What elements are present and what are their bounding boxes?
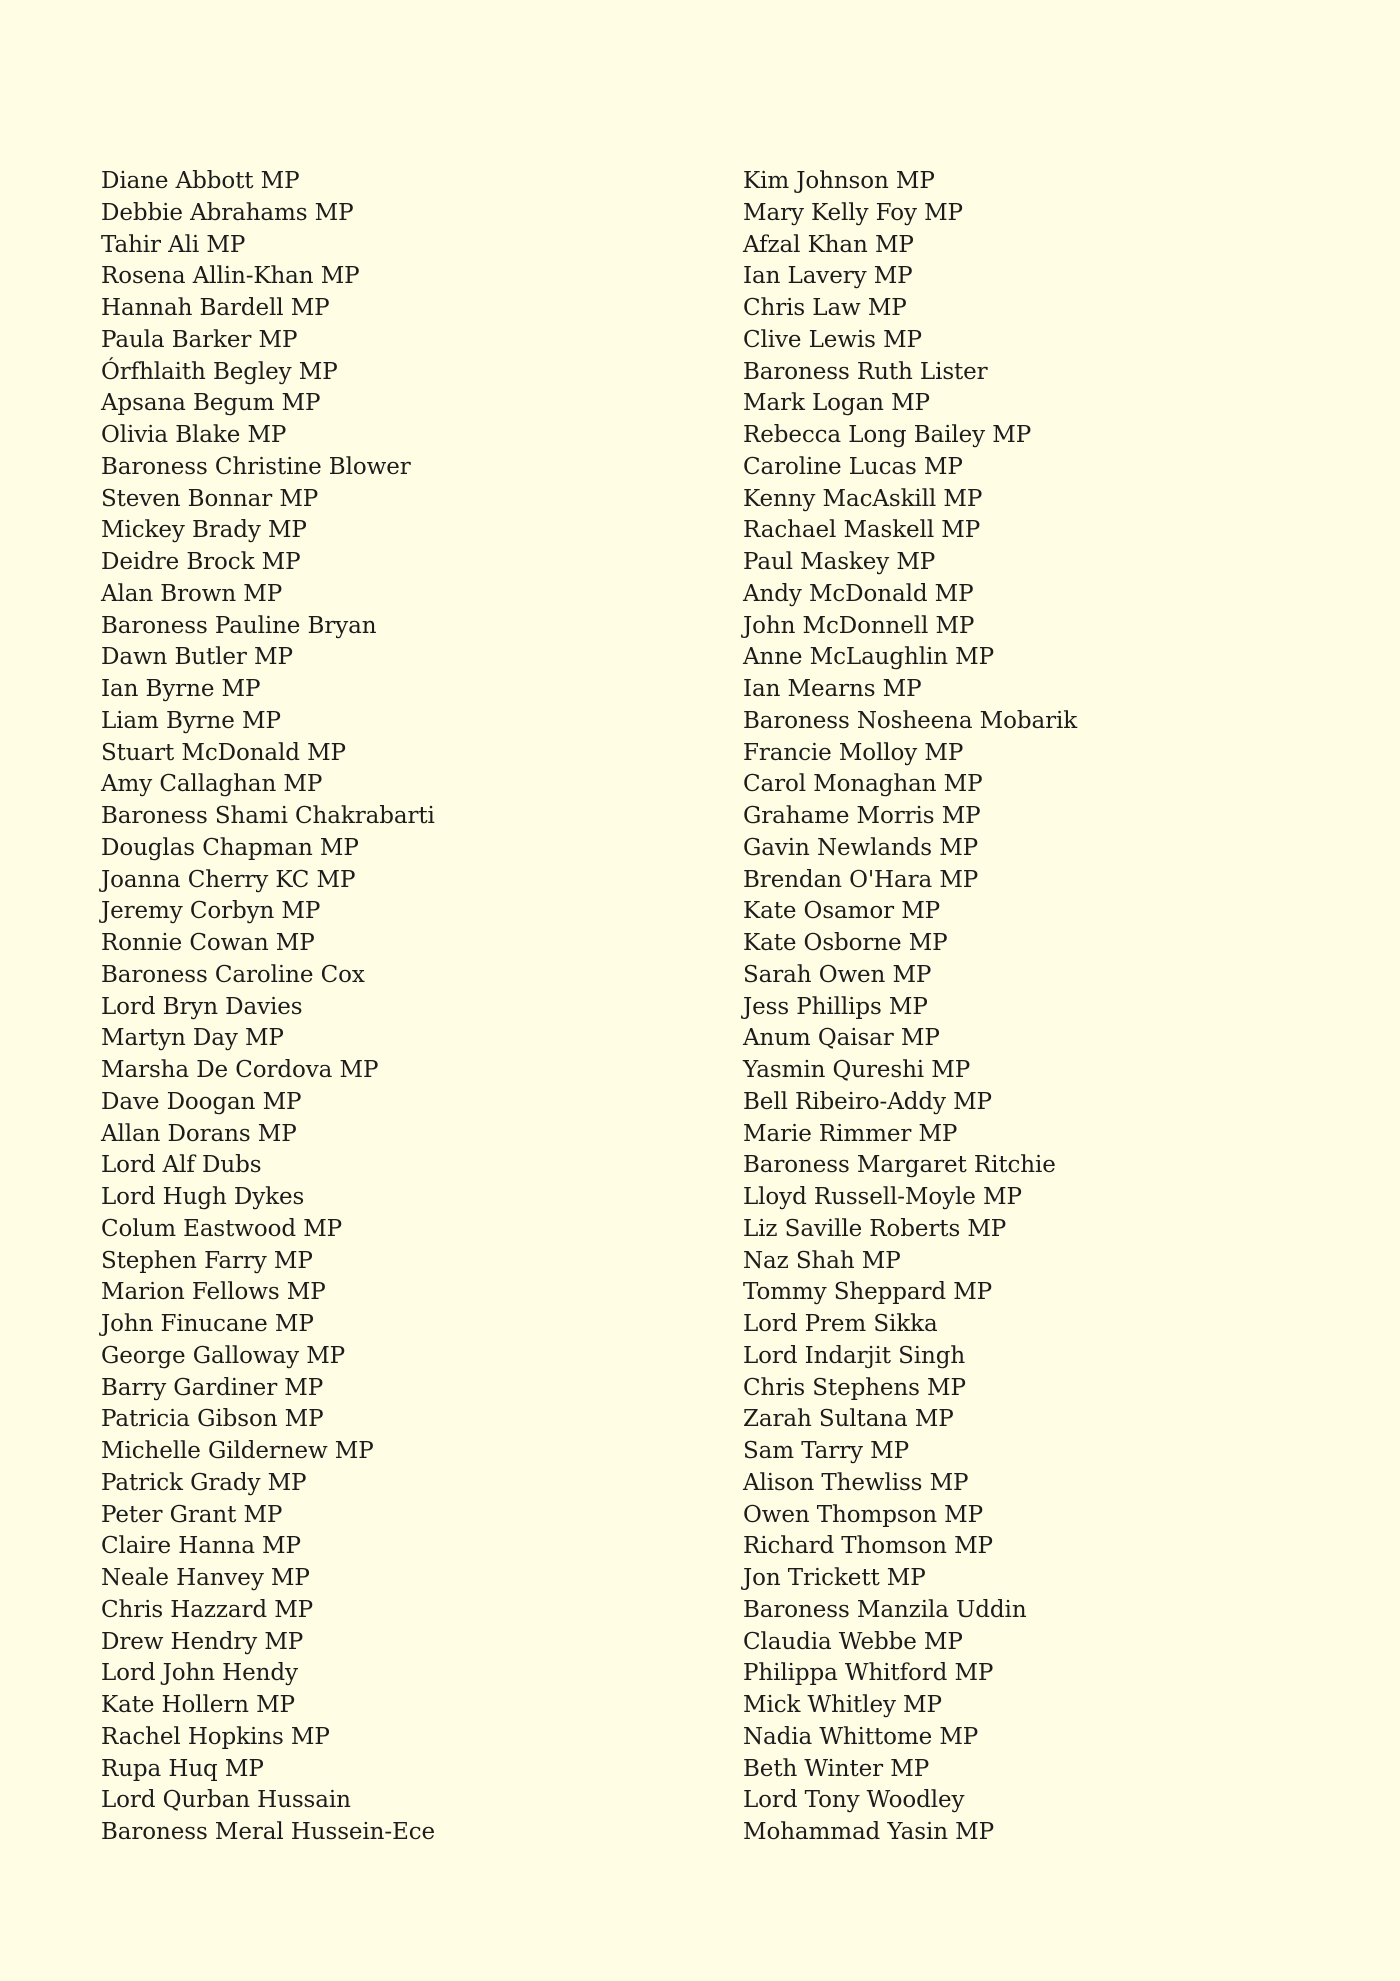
signatory-name: Rachel Hopkins MP (101, 1723, 330, 1750)
signatory-name: Clive Lewis MP (743, 326, 922, 353)
signatory-name: George Galloway MP (101, 1342, 346, 1369)
signatory-name: Afzal Khan MP (743, 231, 914, 258)
signatory-name: Kate Osamor MP (743, 898, 941, 925)
signatory-name: Diane Abbott MP (101, 168, 300, 194)
signatory-name: Patrick Grady MP (101, 1469, 307, 1496)
signatory-name: Paul Maskey MP (743, 549, 936, 575)
signatory-name: Ronnie Cowan MP (101, 930, 315, 956)
signatory-name: Allan Dorans MP (101, 1120, 297, 1147)
signatory-name: Rachael Maskell MP (743, 517, 981, 544)
signatory-name: Liam Byrne MP (101, 707, 281, 734)
signatory-name: Rosena Allin-Khan MP (101, 263, 360, 290)
signatory-name: Anne McLaughlin MP (743, 644, 994, 671)
signatory-name: Lord Prem Sikka (743, 1311, 938, 1337)
signatory-name: Baroness Christine Blower (101, 453, 411, 480)
signatory-name: Dave Doogan MP (101, 1088, 302, 1115)
signatory-name: Marie Rimmer MP (743, 1120, 958, 1147)
signatory-name: Mohammad Yasin MP (743, 1819, 995, 1845)
signatory-name: Baroness Manzila Uddin (743, 1596, 1027, 1623)
signatory-name: Baroness Ruth Lister (743, 358, 988, 385)
signatory-name: Ian Lavery MP (743, 263, 913, 290)
signatory-name: Rupa Huq MP (101, 1755, 264, 1782)
signatory-name: Tahir Ali MP (101, 231, 246, 258)
signatory-name: Ian Byrne MP (101, 676, 261, 702)
signatory-name: Órfhlaith Begley MP (101, 358, 338, 385)
signatory-name: Chris Law MP (743, 295, 907, 321)
signatory-name: Joanna Cherry KC MP (101, 866, 356, 893)
signatory-name: Baroness Pauline Bryan (101, 612, 377, 639)
signatory-name: Patricia Gibson MP (101, 1406, 324, 1433)
signatory-name: Ian Mearns MP (743, 676, 922, 702)
signatory-name: Lloyd Russell-Moyle MP (743, 1184, 1022, 1210)
signatory-name: Zarah Sultana MP (743, 1406, 954, 1433)
signatory-name: Kenny MacAskill MP (743, 485, 983, 512)
signatory-name: Francie Molloy MP (743, 739, 964, 766)
signatory-name: Lord Hugh Dykes (101, 1184, 305, 1210)
signatory-name: Andy McDonald MP (743, 580, 974, 607)
signatory-name: Lord John Hendy (101, 1660, 298, 1687)
signatory-name: John Finucane MP (101, 1311, 314, 1337)
signatory-name: Gavin Newlands MP (743, 834, 979, 861)
signatory-name: Hannah Bardell MP (101, 295, 330, 321)
signatory-name: Deidre Brock MP (101, 549, 301, 575)
signatory-name: Dawn Butler MP (101, 644, 293, 671)
signatory-name: Baroness Nosheena Mobarik (743, 707, 1078, 734)
signatory-name: Yasmin Qureshi MP (743, 1057, 971, 1083)
signatory-name: Jon Trickett MP (743, 1565, 926, 1591)
signatory-name: Mark Logan MP (743, 390, 930, 417)
signatory-name: Bell Ribeiro-Addy MP (743, 1088, 992, 1115)
signatory-name: Tommy Sheppard MP (743, 1279, 993, 1306)
signatory-name: Brendan O'Hara MP (743, 866, 979, 893)
signatory-name: Baroness Caroline Cox (101, 961, 365, 988)
signatory-name: Sam Tarry MP (743, 1438, 909, 1464)
signatory-name: Beth Winter MP (743, 1755, 930, 1782)
signatory-name: Lord Indarjit Singh (743, 1342, 966, 1369)
signatory-name: Kim Johnson MP (743, 168, 935, 194)
signatory-list-right (743, 166, 1343, 1849)
signatory-name: Marsha De Cordova MP (101, 1057, 379, 1083)
signatory-name: Owen Thompson MP (743, 1501, 984, 1528)
signatory-name: Claudia Webbe MP (743, 1628, 963, 1655)
signatory-name: Barry Gardiner MP (101, 1374, 324, 1401)
signatory-name: Anum Qaisar MP (743, 1025, 940, 1052)
signatory-name: Debbie Abrahams MP (101, 199, 354, 226)
signatory-name: Kate Hollern MP (101, 1692, 295, 1718)
signatory-name: Lord Bryn Davies (101, 993, 303, 1020)
signatory-name: Colum Eastwood MP (101, 1215, 343, 1242)
signatory-list-left (101, 166, 661, 1849)
signatory-name: Liz Saville Roberts MP (743, 1215, 1007, 1242)
signatory-name: Stephen Farry MP (101, 1247, 313, 1274)
signatory-name: Paula Barker MP (101, 326, 298, 353)
signatory-name: Chris Stephens MP (743, 1374, 966, 1401)
signatory-name: Peter Grant MP (101, 1501, 283, 1528)
signatory-name: Kate Osborne MP (743, 930, 948, 956)
signatory-name: Caroline Lucas MP (743, 453, 963, 480)
signatory-name: Lord Tony Woodley (743, 1787, 965, 1814)
signatory-name: Steven Bonnar MP (101, 485, 319, 512)
signatory-name: Claire Hanna MP (101, 1533, 301, 1560)
signatory-name: Stuart McDonald MP (101, 739, 346, 766)
signatory-name: Sarah Owen MP (743, 961, 932, 988)
signatory-name: Mary Kelly Foy MP (743, 199, 963, 226)
signatory-name: Nadia Whittome MP (743, 1723, 979, 1750)
signatory-name: Grahame Morris MP (743, 803, 981, 829)
signatory-name: Marion Fellows MP (101, 1279, 326, 1306)
signatory-name: Jeremy Corbyn MP (101, 898, 321, 925)
signatory-name: Lord Alf Dubs (101, 1152, 262, 1179)
signatory-name: Naz Shah MP (743, 1247, 901, 1274)
signatory-name: Baroness Margaret Ritchie (743, 1152, 1056, 1179)
signatory-name: Carol Monaghan MP (743, 771, 983, 798)
signatory-name: Mick Whitley MP (743, 1692, 942, 1718)
signatory-name: Apsana Begum MP (101, 390, 321, 417)
signatory-name: Lord Qurban Hussain (101, 1787, 351, 1814)
signatory-name: Michelle Gildernew MP (101, 1438, 374, 1464)
signatory-name: Olivia Blake MP (101, 422, 287, 448)
signatory-name: Baroness Meral Hussein-Ece (101, 1819, 436, 1845)
signatory-name: Philippa Whitford MP (743, 1660, 994, 1687)
signatory-name: Baroness Shami Chakrabarti (101, 803, 435, 829)
signatory-name: Chris Hazzard MP (101, 1596, 314, 1623)
signatory-name: Richard Thomson MP (743, 1533, 993, 1560)
signatory-name: Drew Hendry MP (101, 1628, 304, 1655)
signatory-name: Neale Hanvey MP (101, 1565, 310, 1591)
signatory-name: Jess Phillips MP (743, 993, 928, 1020)
signatory-name: Amy Callaghan MP (101, 771, 323, 798)
signatory-name: Martyn Day MP (101, 1025, 284, 1052)
signatory-name: Alison Thewliss MP (743, 1469, 969, 1496)
signatory-name: John McDonnell MP (743, 612, 975, 639)
signatory-name: Rebecca Long Bailey MP (743, 422, 1032, 448)
signatory-name: Douglas Chapman MP (101, 834, 359, 861)
signatory-name: Mickey Brady MP (101, 517, 307, 544)
signatory-name: Alan Brown MP (101, 580, 283, 607)
